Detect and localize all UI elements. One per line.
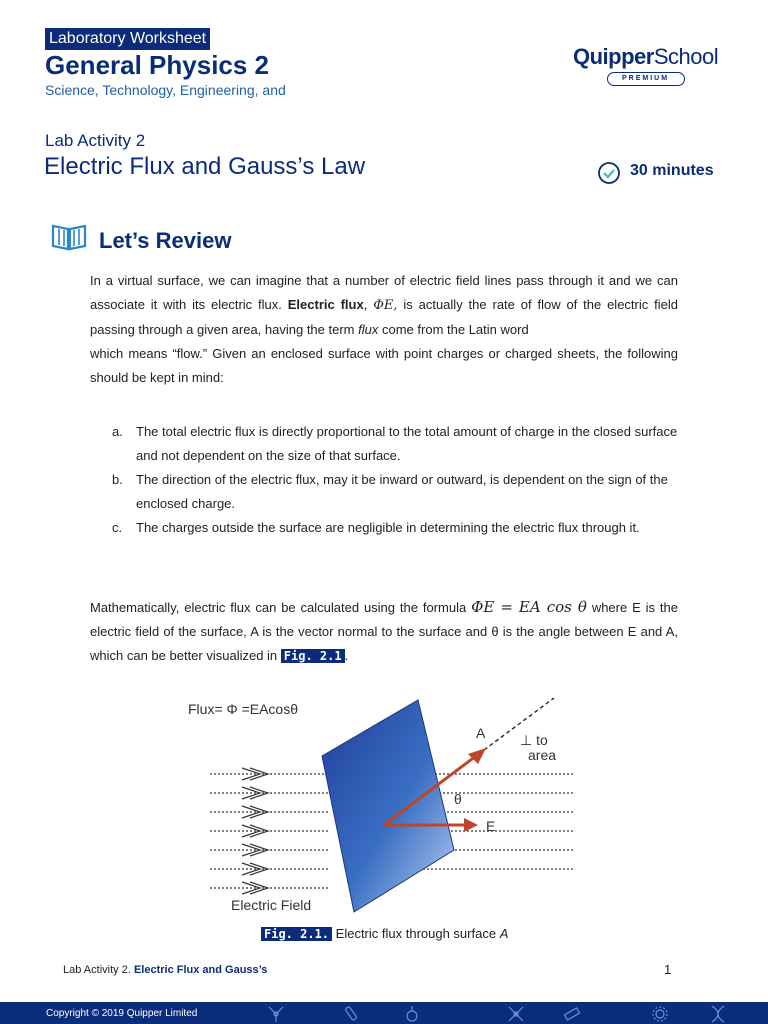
list-item xyxy=(112,516,678,540)
atom-icon xyxy=(506,1004,526,1024)
review-paragraph-3 xyxy=(90,595,678,668)
p3-text-b: where E is the electric field of the surface, A is the vector normal to the surface and θ is the angle between E and A, which can be better visualized in xyxy=(90,600,678,663)
flux-symbol: ΦE, xyxy=(373,298,398,313)
p1-text-b: is actually the rate of flow of the electric field passing through a given area, having the term xyxy=(90,297,678,337)
clock-icon xyxy=(597,161,621,185)
label-perpendicular: ⊥ to xyxy=(520,732,548,748)
brand-name xyxy=(573,44,718,70)
p3-text-a: Mathematically, electric flux can be calculated using the formula xyxy=(90,600,467,615)
review-list xyxy=(112,420,678,540)
list-item-label: c. xyxy=(112,520,123,535)
molecule-icon xyxy=(266,1004,286,1024)
figure-reference-link[interactable]: Fig. 2.1 xyxy=(281,649,345,663)
label-area: area xyxy=(528,747,557,763)
lab-title: Electric Flux and Gauss’s Law xyxy=(44,153,366,180)
caption-text: Electric flux through surface xyxy=(335,926,497,941)
figure-caption xyxy=(261,926,508,941)
footer-lab-title: Electric Flux and Gauss’s xyxy=(133,964,268,976)
p3-end: . xyxy=(344,648,349,663)
surface-plate xyxy=(322,700,454,912)
label-theta: θ xyxy=(454,791,462,807)
caption-italic: A xyxy=(499,926,509,941)
course-title: General Physics 2 xyxy=(45,50,270,80)
list-item-text: The charges outside the surface are negligible in determining the electric flux through it. xyxy=(136,520,640,535)
premium-badge: PREMIUM xyxy=(607,72,685,86)
section-heading: Let’s Review xyxy=(99,228,232,253)
lab-number: Lab Activity 2 xyxy=(45,131,146,150)
p1-text-c: come from the Latin word xyxy=(382,322,529,337)
flux-formula: ΦE = EA cos θ xyxy=(471,598,587,616)
copyright-text: Copyright © 2019 Quipper Limited xyxy=(46,1008,198,1019)
brand-name-light: School xyxy=(653,44,719,69)
term-flux: flux xyxy=(358,322,379,337)
worksheet-tag: Laboratory Worksheet xyxy=(45,28,210,50)
brand-name-bold: Quipper xyxy=(573,44,654,69)
figure-formula-label: Flux= Φ =EAcosθ xyxy=(188,701,298,717)
list-item-label: b. xyxy=(112,472,123,487)
footer-lab-label xyxy=(63,964,267,976)
label-a: A xyxy=(476,725,486,741)
p1-text-a: In a virtual surface, we can imagine that a number of electric field lines pass through it and we can associate it with its electric flux. xyxy=(90,273,678,312)
review-paragraph-1: In a virtual surface, we can imagine that a number of electric field lines pass through it and we can associate it with its electric flux. Electric flux, ΦE, is actually the rate of flow of the electric field passing through a given area, having the term flux come from the Latin word which means “flow.” Given an enclosed surface with point charges or charged sheets, the following should be kept in mind: xyxy=(90,273,678,385)
book-icon xyxy=(50,222,88,252)
term-electric-flux: Electric flux xyxy=(287,297,364,312)
list-item-text: The total electric flux is directly proportional to the total amount of charge in the closed surface and not dependent on the size of that surface. xyxy=(136,424,678,463)
p2-text: which means “flow.” Given an enclosed surface with point charges or charged sheets, the following should be kept in mind: xyxy=(90,346,678,385)
page-number: 1 xyxy=(664,962,672,977)
flask-icon xyxy=(402,1004,422,1024)
vector-e-arrowhead xyxy=(464,818,478,832)
label-electric-field: Electric Field xyxy=(231,897,312,913)
list-item xyxy=(112,420,678,468)
footer-lab: Lab Activity 2. xyxy=(63,964,131,976)
electric-flux-figure xyxy=(180,688,600,920)
quipper-school-logo xyxy=(573,44,718,86)
test-tube-icon xyxy=(342,1004,362,1024)
list-item xyxy=(112,468,678,516)
course-subtitle: Science, Technology, Engineering, and xyxy=(45,82,286,98)
gear-icon xyxy=(650,1004,670,1024)
ruler-icon xyxy=(562,1004,582,1024)
label-e: E xyxy=(486,818,496,834)
list-item-label: a. xyxy=(112,424,123,439)
dna-icon xyxy=(708,1004,728,1024)
list-item-text: The direction of the electric flux, may it be inward or outward, is dependent on the sign of the enclosed charge. xyxy=(136,472,668,511)
duration: 30 minutes xyxy=(630,162,714,179)
caption-figure-ref: Fig. 2.1. xyxy=(261,927,332,941)
